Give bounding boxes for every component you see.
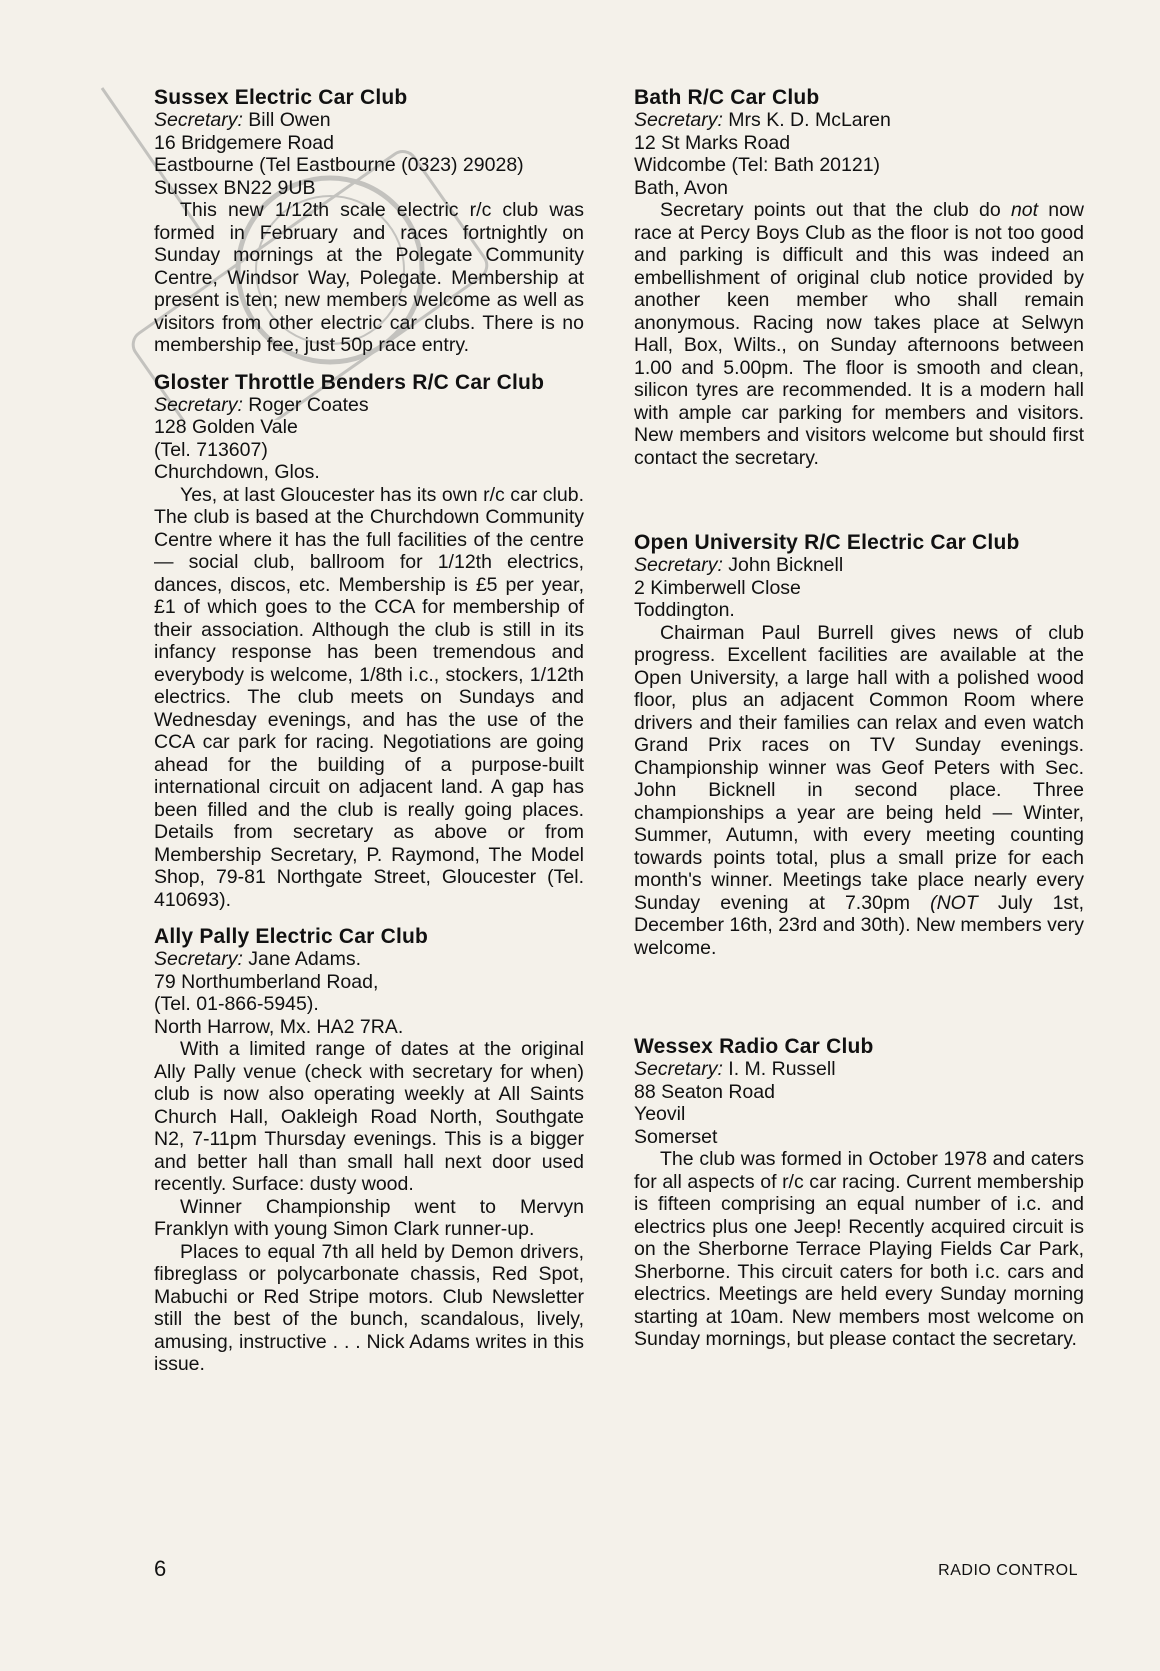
secretary-line [634,109,1084,132]
club-description [634,199,1084,469]
club-description [634,622,1084,960]
address-line: 79 Northumberland Road, [154,970,379,993]
secretary-name: Roger Coates [242,393,369,416]
secretary-name: I. M. Russell [722,1058,836,1080]
secretary-label: Secretary: [154,393,243,416]
address-line: 16 Bridgemere Road [154,131,334,154]
club-title: Gloster Throttle Benders R/C Car Club [154,370,545,394]
club-entry-open-university [634,531,1084,959]
secretary-name: Jane Adams. [242,948,362,970]
address-line: Widcombe (Tel: Bath 20121) [634,154,881,176]
club-description: This new 1/12th scale electric r/c club was formed in February and races fortnightly on Sunday mornings at the Polegate Community Centre, Windsor Way, Polegate. Membership at present is ten; new members welcome as well as visitors from other electric car clubs. There is no membership fee, just 50p race entry. [154,199,584,356]
club-entry-ally-pally [154,925,584,1376]
club-description: The club was formed in October 1978 and caters for all aspects of r/c car racing. Current membership is fifteen comprising an equal number of i.c. and electrics plus one Jeep! Recently acquired circuit is on the Sherborne Terrace Playing Fields Car Park, Sherborne. This circuit caters for both i.c. cars and electrics. Meetings are held every Sunday morning starting at 10am. New members most welcome on Sunday mornings, but please contact the secretary. [634,1148,1084,1350]
address-line: North Harrow, Mx. HA2 7RA. [154,1015,404,1038]
address-line: 2 Kimberwell Close [634,576,801,599]
address-line: Toddington. [634,599,735,621]
description-text: Secretary points out that the club do [660,199,1011,221]
secretary-line [154,394,584,417]
secretary-label: Secretary: [634,109,723,131]
address-line: Bath, Avon [634,176,728,199]
emphasis-text: (NOT [930,891,978,914]
magazine-name: RADIO CONTROL [938,1562,1078,1579]
secretary-label: Secretary: [154,948,243,970]
address-line: 12 St Marks Road [634,131,791,154]
club-entry-sussex [154,86,584,357]
club-description: Places to equal 7th all held by Demon drivers, fibreglass or polycarbonate chassis, Red Spot, Mabuchi or Red Stripe motors. Club Newsletter still the best of the bunch, scandalous, lively, amusing, instructive . . . Nick Adams writes in this issue. [154,1240,584,1375]
club-title: Wessex Radio Car Club [634,1035,874,1058]
club-description: Yes, at last Gloucester has its own r/c car club. The club is based at the Churchdown Community Centre where it has the full facilities of the centre — social club, ballroom for 1/12th electrics, dances, discos, etc. Membership is £5 per year, £1 of which goes to the CCA for membership of their association. Although the club is still in its infancy response has been tremendous and everybody is welcome, 1/8th i.c., stockers, 1/12th electrics. The club meets on Sundays and Wednesday evenings, and has the use of the CCA car park for racing. Negotiations are going ahead for the building of a purpose-built international circuit on adjacent land. A gap has been filled and the club is really going places. Details from secretary as above or from Membership Secretary, P. Raymond, The Model Shop, 79-81 Northgate Street, Gloucester (Tel. 410693). [154,483,584,911]
address-line: Sussex BN22 9UB [154,176,316,199]
description-text: now race at Percy Boys Club as the floor is not too good and parking is difficult and this was indeed an embellishment of original club notice provided by another keen member who shall remain anonymous. Racing now takes place at Selwyn Hall, Box, Wilts., on Sunday afternoons between 1.00 and 5.00pm. The floor is smooth and clean, silicon tyres are recommended. It is a modern hall with ample car parking for members and visitors. New members and visitors welcome but should first contact the secretary. [634,199,1084,469]
left-column [154,86,584,1376]
address-line: 88 Seaton Road [634,1080,775,1103]
secretary-label: Secretary: [634,554,723,576]
secretary-line [634,1058,1084,1081]
club-title: Ally Pally Electric Car Club [154,925,429,948]
secretary-name: John Bicknell [722,554,844,576]
secretary-line [154,109,584,132]
club-entry-wessex [634,1035,1084,1351]
emphasis-text: not [1010,199,1039,221]
club-title: Sussex Electric Car Club [154,86,408,109]
address-line: (Tel. 713607) [154,438,268,461]
club-entry-gloster [154,371,584,912]
description-text: July 1st, December 16th, 23rd and 30th). New members very welcome. [634,891,1085,959]
secretary-line [154,948,584,971]
right-column [634,86,1084,1351]
address-line: Yeovil [634,1103,686,1125]
description-text: Chairman Paul Burrell gives news of club progress. Excellent facilities are available at the Open University, a large hall with a polished wood floor, plus an adjacent Common Room where drivers and their families can relax and even watch Grand Prix races on TV Sunday evenings. Championship winner was Geof Peters with Sec. John Bicknell in second place. Three championships a year are being held — Winter, Summer, Autumn, with every meeting counting towards points total, plus a small prize for each month's winner. Meetings take place nearly every Sunday evening at 7.30pm [634,621,1084,914]
address-line: Eastbourne (Tel Eastbourne (0323) 29028) [154,154,524,176]
secretary-label: Secretary: [634,1058,723,1080]
secretary-name: Bill Owen [242,109,331,131]
address-line: 128 Golden Vale [154,416,298,438]
secretary-line [634,554,1084,577]
address-line: Churchdown, Glos. [154,461,320,483]
address-line: Somerset [634,1125,718,1148]
page-number: 6 [154,1556,167,1581]
club-description: Winner Championship went to Mervyn Franklyn with young Simon Clark runner-up. [154,1195,584,1240]
club-description: With a limited range of dates at the original Ally Pally venue (check with secretary for when) club is now also operating weekly at All Saints Church Hall, Oakleigh Road North, Southgate N2, 7-11pm Thursday evenings. This is a bigger and better hall than small hall next door used recently. Surface: dusty wood. [154,1038,584,1195]
secretary-name: Mrs K. D. McLaren [722,109,891,131]
club-entry-bath [634,86,1084,469]
secretary-label: Secretary: [154,109,243,131]
club-title: Bath R/C Car Club [634,86,820,109]
club-title: Open University R/C Electric Car Club [634,531,1020,554]
address-line: (Tel. 01-866-5945). [154,993,319,1015]
